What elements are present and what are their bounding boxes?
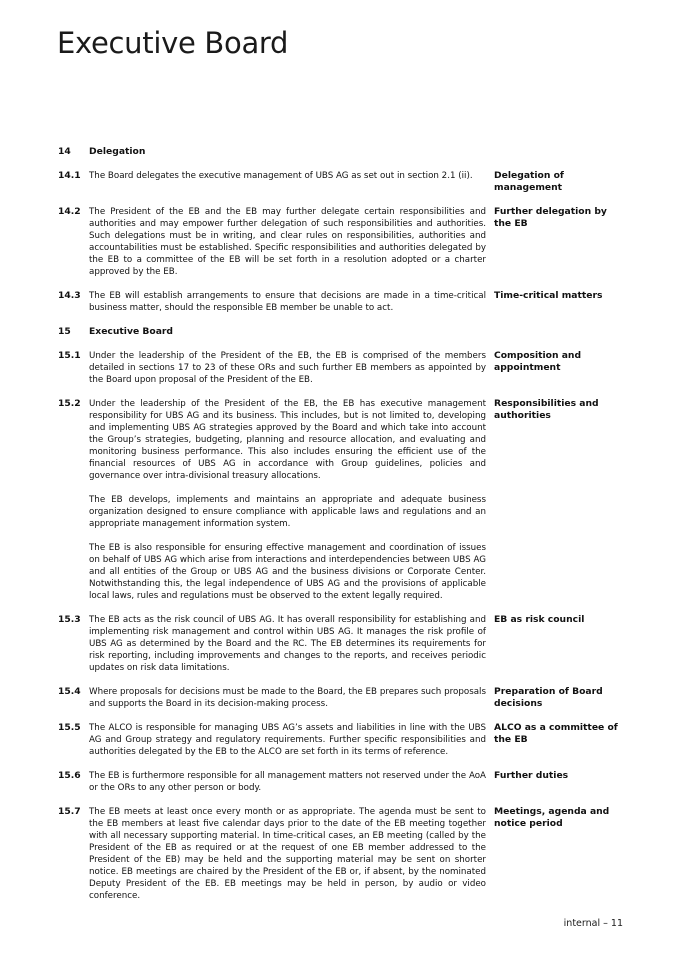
- clause-paragraph: The EB is furthermore responsible for all management matters not reserved under the AoA or the ORs to any other person or body.: [89, 771, 486, 793]
- document-body: [58, 146, 618, 902]
- clause-number: 15.7: [58, 806, 81, 817]
- clause-paragraph: Where proposals for decisions must be made to the Board, the EB prepares such proposals and supports the Board in its decision-making process.: [89, 687, 486, 709]
- clause-body: [89, 806, 486, 902]
- clause-side-heading: Further delegation by the EB: [494, 206, 607, 229]
- clause-row: [58, 686, 618, 710]
- section-heading: [58, 326, 618, 338]
- clause-side-heading: Meetings, agenda and notice period: [494, 806, 610, 829]
- clause-paragraph: The President of the EB and the EB may further delegate certain responsibilities and authorities and may empower further delegation of such responsibilities and authorities. Such delegations must be in writing, and clear rules on responsibilities, authorities and accountabilities must be established. Specific responsibilities and authorities delegated by the EB to a committee of the EB will be set forth in a resolution adopted or a charter approved by the EB.: [89, 207, 486, 277]
- clause-row: [58, 206, 618, 278]
- clause-body: [89, 170, 486, 182]
- clause-body: [89, 770, 486, 794]
- clause-row: [58, 290, 618, 314]
- clause-side-heading: Time-critical matters: [494, 290, 603, 301]
- clause-row: [58, 170, 618, 194]
- page-title: Executive Board: [57, 26, 289, 60]
- clause-number: 14.1: [58, 170, 81, 181]
- section-number: 15: [58, 326, 71, 337]
- section-heading: [58, 146, 618, 158]
- clause-paragraph: The EB meets at least once every month or as appropriate. The agenda must be sent to the EB members at least five calendar days prior to the date of the EB meeting together with all necessary supporting material. In time-critical cases, an EB meeting (called by the President of the EB as required or at the request of one EB member addressed to the President of the EB) may be held and the supporting material may be sent on shorter notice. EB meetings are chaired by the President of the EB or, if absent, by the nominated Deputy President of the EB. EB meetings may be held in person, by audio or video conference.: [89, 807, 486, 901]
- section-number: 14: [58, 146, 71, 157]
- clause-number: 15.5: [58, 722, 81, 733]
- clause-number: 14.2: [58, 206, 81, 217]
- clause-paragraph: The ALCO is responsible for managing UBS AG’s assets and liabilities in line with the UBS AG and Group strategy and regulatory requirements. Further specific responsibilities and authorities delegated by the EB to the ALCO are set forth in its terms of reference.: [89, 723, 486, 757]
- clause-side-heading: EB as risk council: [494, 614, 585, 625]
- clause-paragraph: The EB is also responsible for ensuring effective management and coordination of issues on behalf of UBS AG which arise from interactions and interdependencies between UBS AG and all entities of the Group or UBS AG and the business divisions or Corporate Center. Notwithstanding this, the legal independence of UBS AG and the provisions of applicable local laws, rules and regulations must be observed to the extent legally required.: [89, 543, 486, 601]
- clause-row: [58, 722, 618, 758]
- clause-body: [89, 206, 486, 278]
- clause-row: [58, 614, 618, 674]
- clause-row: [58, 770, 618, 794]
- clause-side-heading: Delegation of management: [494, 170, 564, 193]
- clause-body: [89, 290, 486, 314]
- clause-number: 14.3: [58, 290, 81, 301]
- clause-paragraph: Under the leadership of the President of the EB, the EB is comprised of the members detailed in sections 17 to 23 of these ORs and such further EB members as appointed by the Board upon proposal of the President of the EB.: [89, 351, 486, 385]
- clause-number: 15.6: [58, 770, 81, 781]
- clause-number: 15.4: [58, 686, 81, 697]
- clause-number: 15.2: [58, 398, 81, 409]
- clause-number: 15.3: [58, 614, 81, 625]
- clause-paragraph: The Board delegates the executive management of UBS AG as set out in section 2.1 (ii).: [89, 171, 473, 181]
- clause-row: [58, 806, 618, 902]
- clause-body: [89, 722, 486, 758]
- clause-side-heading: Responsibilities and authorities: [494, 398, 599, 421]
- clause-number: 15.1: [58, 350, 81, 361]
- clause-paragraph: Under the leadership of the President of the EB, the EB has executive management responsibility for UBS AG and its business. This includes, but is not limited to, developing and implementing UBS AG strategies approved by the Board and which take into account the Group’s strategies, budgeting, planning and resource allocation, and evaluating and monitoring business performance. This also includes ensuring the efficient use of the financial resources of UBS AG in accordance with Group guidelines, policies and governance over intra-divisional treasury allocations.: [89, 399, 486, 481]
- clause-side-heading: Further duties: [494, 770, 569, 781]
- clause-body: [89, 614, 486, 674]
- clause-body: [89, 686, 486, 710]
- clause-side-heading: Preparation of Board decisions: [494, 686, 603, 709]
- clause-paragraph: The EB acts as the risk council of UBS AG. It has overall responsibility for establishing and implementing risk management and control within UBS AG. It manages the risk profile of UBS AG as determined by the Board and the RC. The EB determines its requirements for risk reporting, including improvements and changes to the reports, and receives periodic updates on risk data limitations.: [89, 615, 486, 673]
- section-heading-text: Executive Board: [89, 326, 174, 337]
- clause-side-heading: Composition and appointment: [494, 350, 582, 373]
- clause-row: [58, 350, 618, 386]
- clause-side-heading: ALCO as a committee of the EB: [494, 722, 618, 745]
- clause-body: [89, 398, 486, 602]
- clause-row: [58, 398, 618, 602]
- clause-paragraph: The EB develops, implements and maintains an appropriate and adequate business organization designed to ensure compliance with applicable laws and regulations and an appropriate management information system.: [89, 495, 486, 529]
- clause-body: [89, 350, 486, 386]
- section-heading-text: Delegation: [89, 146, 146, 157]
- clause-paragraph: The EB will establish arrangements to ensure that decisions are made in a time-critical business matter, should the responsible EB member be unable to act.: [89, 291, 486, 313]
- page-footer: internal – 11: [563, 918, 623, 929]
